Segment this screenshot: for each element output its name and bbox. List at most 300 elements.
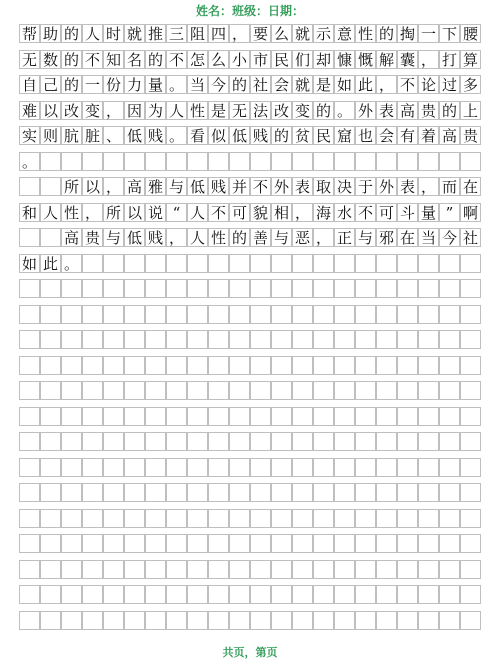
grid-cell — [208, 407, 229, 426]
grid-cell — [61, 432, 82, 451]
grid-cell: 所 — [61, 177, 82, 196]
grid-cell — [124, 407, 145, 426]
grid-cell — [355, 585, 376, 604]
grid-row — [19, 50, 481, 69]
grid-cell — [145, 356, 166, 375]
grid-cell: 与 — [103, 228, 124, 247]
grid-cell — [19, 228, 40, 247]
grid-cell: 就 — [292, 24, 313, 43]
grid-cell — [229, 152, 250, 171]
grid-cell: 表 — [292, 177, 313, 196]
grid-cell: 有 — [397, 126, 418, 145]
grid-cell — [355, 483, 376, 502]
grid-cell: 雅 — [145, 177, 166, 196]
grid-cell: 小 — [229, 50, 250, 69]
grid-cell — [124, 305, 145, 324]
grid-cell: 算 — [460, 50, 481, 69]
grid-cell — [292, 356, 313, 375]
grid-row — [19, 177, 481, 196]
grid-row — [19, 407, 481, 426]
grid-cell — [61, 534, 82, 553]
grid-cell: 的 — [229, 75, 250, 94]
grid-cell: 的 — [313, 101, 334, 120]
grid-cell — [103, 381, 124, 400]
grid-cell — [313, 381, 334, 400]
grid-cell — [187, 330, 208, 349]
grid-cell — [145, 330, 166, 349]
grid-cell — [166, 305, 187, 324]
grid-cell: ， — [103, 101, 124, 120]
grid-row — [19, 483, 481, 502]
grid-cell: 的 — [61, 50, 82, 69]
grid-cell — [334, 611, 355, 630]
grid-cell — [355, 432, 376, 451]
grid-cell — [397, 509, 418, 528]
grid-cell: 一 — [418, 24, 439, 43]
grid-cell — [334, 305, 355, 324]
grid-cell: ， — [313, 228, 334, 247]
grid-cell — [397, 585, 418, 604]
grid-cell — [187, 432, 208, 451]
grid-cell — [313, 458, 334, 477]
grid-cell — [376, 585, 397, 604]
grid-cell — [355, 330, 376, 349]
grid-cell — [187, 534, 208, 553]
grid-cell — [19, 534, 40, 553]
grid-cell — [61, 585, 82, 604]
grid-cell — [82, 356, 103, 375]
grid-cell: 在 — [460, 177, 481, 196]
grid-cell: 量 — [418, 203, 439, 222]
grid-cell — [439, 534, 460, 553]
grid-cell — [292, 458, 313, 477]
grid-cell: ， — [82, 203, 103, 222]
grid-cell — [208, 152, 229, 171]
grid-cell — [82, 560, 103, 579]
grid-cell: 斗 — [397, 203, 418, 222]
grid-cell — [250, 458, 271, 477]
grid-cell: 低 — [124, 126, 145, 145]
grid-cell: 善 — [250, 228, 271, 247]
grid-cell: 是 — [208, 101, 229, 120]
grid-cell: 取 — [313, 177, 334, 196]
grid-cell — [19, 560, 40, 579]
grid-cell — [292, 279, 313, 298]
grid-cell — [40, 381, 61, 400]
grid-cell: 的 — [229, 228, 250, 247]
grid-cell: 却 — [313, 50, 334, 69]
grid-cell — [229, 279, 250, 298]
grid-cell — [40, 458, 61, 477]
grid-cell — [439, 356, 460, 375]
grid-cell — [292, 407, 313, 426]
grid-cell — [271, 407, 292, 426]
grid-cell — [376, 458, 397, 477]
grid-cell: 囊 — [397, 50, 418, 69]
grid-cell — [124, 483, 145, 502]
grid-cell — [208, 330, 229, 349]
grid-cell: 么 — [208, 50, 229, 69]
grid-cell — [208, 509, 229, 528]
grid-cell: 和 — [19, 203, 40, 222]
grid-cell — [271, 483, 292, 502]
grid-cell: 高 — [439, 126, 460, 145]
grid-cell — [124, 254, 145, 273]
grid-cell — [418, 483, 439, 502]
grid-cell — [187, 356, 208, 375]
grid-cell — [250, 305, 271, 324]
grid-cell: 的 — [271, 126, 292, 145]
grid-cell — [397, 458, 418, 477]
grid-cell — [397, 534, 418, 553]
grid-cell — [292, 509, 313, 528]
grid-cell: 数 — [40, 50, 61, 69]
grid-cell — [460, 330, 481, 349]
grid-cell: 并 — [229, 177, 250, 196]
grid-cell: ， — [418, 177, 439, 196]
grid-cell: 要 — [250, 24, 271, 43]
grid-row — [19, 356, 481, 375]
grid-cell: 表 — [376, 101, 397, 120]
grid-cell — [82, 483, 103, 502]
grid-cell — [103, 305, 124, 324]
grid-cell — [145, 483, 166, 502]
grid-cell — [229, 611, 250, 630]
grid-cell — [460, 560, 481, 579]
grid-cell — [229, 330, 250, 349]
grid-cell — [439, 509, 460, 528]
grid-cell — [250, 509, 271, 528]
grid-cell — [271, 458, 292, 477]
grid-cell: 在 — [397, 228, 418, 247]
grid-cell — [292, 305, 313, 324]
grid-cell: 知 — [103, 50, 124, 69]
grid-cell — [103, 152, 124, 171]
grid-row — [19, 509, 481, 528]
grid-cell — [313, 279, 334, 298]
grid-cell — [397, 305, 418, 324]
grid-cell: 变 — [82, 101, 103, 120]
grid-cell — [334, 381, 355, 400]
grid-cell: 力 — [124, 75, 145, 94]
grid-cell: 。 — [334, 101, 355, 120]
grid-cell — [229, 407, 250, 426]
grid-cell: 改 — [271, 101, 292, 120]
grid-row — [19, 228, 481, 247]
grid-cell — [145, 560, 166, 579]
grid-cell — [124, 509, 145, 528]
grid-cell — [334, 152, 355, 171]
grid-cell — [61, 381, 82, 400]
grid-cell: 人 — [40, 203, 61, 222]
grid-cell: 今 — [208, 75, 229, 94]
grid-cell — [145, 534, 166, 553]
grid-cell — [124, 432, 145, 451]
grid-cell: 恶 — [292, 228, 313, 247]
grid-cell — [229, 483, 250, 502]
grid-cell: 民 — [271, 50, 292, 69]
grid-row — [19, 611, 481, 630]
grid-cell: 论 — [418, 75, 439, 94]
grid-cell — [439, 432, 460, 451]
grid-cell — [250, 381, 271, 400]
grid-cell — [418, 381, 439, 400]
grid-cell — [376, 381, 397, 400]
grid-cell: 低 — [187, 177, 208, 196]
grid-cell — [19, 483, 40, 502]
grid-cell — [313, 611, 334, 630]
grid-cell — [271, 432, 292, 451]
grid-cell — [250, 152, 271, 171]
grid-cell — [292, 611, 313, 630]
grid-cell: 当 — [418, 228, 439, 247]
grid-cell — [418, 152, 439, 171]
grid-cell: 打 — [439, 50, 460, 69]
grid-cell: 高 — [397, 101, 418, 120]
grid-cell: 贱 — [250, 126, 271, 145]
grid-cell — [271, 509, 292, 528]
grid-cell: 外 — [376, 177, 397, 196]
grid-cell — [397, 330, 418, 349]
grid-cell — [271, 611, 292, 630]
grid-cell: 。 — [19, 152, 40, 171]
grid-cell — [103, 560, 124, 579]
grid-cell — [439, 611, 460, 630]
grid-cell — [145, 407, 166, 426]
grid-cell: 、 — [103, 126, 124, 145]
grid-cell — [208, 279, 229, 298]
grid-cell — [103, 611, 124, 630]
grid-cell: 贱 — [145, 126, 166, 145]
grid-cell: 也 — [355, 126, 376, 145]
grid-cell — [418, 458, 439, 477]
grid-cell — [61, 305, 82, 324]
grid-row — [19, 560, 481, 579]
grid-cell: 以 — [40, 101, 61, 120]
grid-cell — [250, 407, 271, 426]
grid-cell — [187, 381, 208, 400]
grid-cell — [124, 534, 145, 553]
grid-cell — [355, 560, 376, 579]
grid-cell — [82, 279, 103, 298]
grid-cell: 不 — [250, 177, 271, 196]
grid-cell — [145, 279, 166, 298]
grid-cell: 正 — [334, 228, 355, 247]
grid-cell — [355, 611, 376, 630]
grid-cell — [376, 356, 397, 375]
grid-cell — [313, 356, 334, 375]
grid-cell: 看 — [187, 126, 208, 145]
grid-cell — [460, 534, 481, 553]
grid-cell: 于 — [355, 177, 376, 196]
grid-cell — [208, 534, 229, 553]
grid-cell — [40, 483, 61, 502]
grid-cell: 性 — [355, 24, 376, 43]
grid-cell — [418, 407, 439, 426]
grid-cell — [124, 381, 145, 400]
grid-cell — [166, 458, 187, 477]
grid-cell — [355, 305, 376, 324]
grid-cell — [271, 305, 292, 324]
grid-cell — [166, 483, 187, 502]
grid-cell — [313, 330, 334, 349]
grid-cell — [250, 254, 271, 273]
grid-cell: 上 — [460, 101, 481, 120]
grid-cell — [460, 458, 481, 477]
grid-cell — [376, 483, 397, 502]
grid-cell — [82, 305, 103, 324]
grid-cell — [166, 152, 187, 171]
grid-cell — [460, 305, 481, 324]
grid-cell: 腰 — [460, 24, 481, 43]
grid-cell: 低 — [229, 126, 250, 145]
grid-cell — [292, 152, 313, 171]
grid-cell: 的 — [439, 101, 460, 120]
grid-cell — [418, 432, 439, 451]
grid-cell — [439, 585, 460, 604]
grid-cell: 示 — [313, 24, 334, 43]
grid-cell — [313, 560, 334, 579]
grid-cell — [40, 509, 61, 528]
grid-cell — [355, 356, 376, 375]
grid-cell: 此 — [355, 75, 376, 94]
grid-cell — [40, 560, 61, 579]
grid-cell — [460, 432, 481, 451]
grid-cell — [82, 534, 103, 553]
grid-cell — [145, 458, 166, 477]
grid-cell — [166, 509, 187, 528]
grid-cell — [19, 585, 40, 604]
grid-cell — [19, 611, 40, 630]
grid-cell — [334, 509, 355, 528]
grid-cell — [250, 560, 271, 579]
grid-cell: 贵 — [418, 101, 439, 120]
grid-cell — [397, 560, 418, 579]
grid-cell — [40, 305, 61, 324]
grid-cell: 以 — [82, 177, 103, 196]
grid-cell: 实 — [19, 126, 40, 145]
grid-cell — [19, 509, 40, 528]
grid-cell: 不 — [208, 203, 229, 222]
grid-cell — [103, 407, 124, 426]
grid-row — [19, 126, 481, 145]
grid-cell: 说 — [145, 203, 166, 222]
grid-cell — [166, 585, 187, 604]
grid-cell: 解 — [376, 50, 397, 69]
grid-cell — [40, 152, 61, 171]
grid-cell — [418, 356, 439, 375]
grid-cell — [397, 407, 418, 426]
grid-cell — [145, 152, 166, 171]
grid-cell — [292, 432, 313, 451]
grid-cell: 的 — [376, 24, 397, 43]
grid-cell — [145, 254, 166, 273]
grid-cell — [40, 534, 61, 553]
grid-row — [19, 330, 481, 349]
grid-cell: 相 — [271, 203, 292, 222]
grid-cell — [355, 254, 376, 273]
grid-cell: 就 — [292, 75, 313, 94]
grid-cell: 与 — [355, 228, 376, 247]
grid-cell — [292, 483, 313, 502]
grid-cell — [292, 560, 313, 579]
grid-cell — [439, 381, 460, 400]
grid-cell — [145, 432, 166, 451]
grid-cell — [61, 611, 82, 630]
grid-cell: 以 — [124, 203, 145, 222]
grid-cell: 可 — [229, 203, 250, 222]
grid-cell — [61, 152, 82, 171]
grid-cell — [460, 279, 481, 298]
grid-cell — [19, 177, 40, 196]
grid-cell: 社 — [460, 228, 481, 247]
grid-cell — [145, 611, 166, 630]
grid-cell — [397, 356, 418, 375]
grid-cell: “ — [166, 203, 187, 222]
grid-cell — [103, 585, 124, 604]
grid-cell: 多 — [460, 75, 481, 94]
grid-cell: 人 — [82, 24, 103, 43]
grid-cell — [166, 611, 187, 630]
grid-cell — [313, 407, 334, 426]
grid-row — [19, 203, 481, 222]
grid-cell — [166, 279, 187, 298]
grid-cell — [397, 432, 418, 451]
grid-cell — [313, 534, 334, 553]
grid-cell: 就 — [124, 24, 145, 43]
grid-cell — [103, 534, 124, 553]
grid-cell — [61, 483, 82, 502]
grid-cell: 己 — [40, 75, 61, 94]
grid-cell — [334, 483, 355, 502]
header-title: 姓名：班级：日期： — [195, 4, 304, 18]
grid-cell: 法 — [250, 101, 271, 120]
grid-row — [19, 458, 481, 477]
grid-cell: 可 — [376, 203, 397, 222]
grid-cell — [103, 279, 124, 298]
grid-cell — [61, 458, 82, 477]
grid-cell: 的 — [61, 75, 82, 94]
grid-cell — [355, 152, 376, 171]
grid-cell — [355, 279, 376, 298]
grid-cell: 无 — [19, 50, 40, 69]
grid-cell — [103, 254, 124, 273]
grid-cell: 低 — [124, 228, 145, 247]
grid-cell — [439, 152, 460, 171]
grid-cell: ” — [439, 203, 460, 222]
grid-cell — [271, 560, 292, 579]
grid-cell: 高 — [124, 177, 145, 196]
grid-cell — [460, 483, 481, 502]
grid-cell — [271, 585, 292, 604]
grid-cell — [208, 611, 229, 630]
grid-cell — [19, 458, 40, 477]
grid-cell — [124, 152, 145, 171]
grid-cell — [418, 534, 439, 553]
grid-cell — [460, 152, 481, 171]
grid-cell — [82, 330, 103, 349]
grid-cell — [19, 432, 40, 451]
grid-cell — [439, 254, 460, 273]
grid-cell — [40, 356, 61, 375]
grid-cell: 无 — [229, 101, 250, 120]
grid-cell — [103, 356, 124, 375]
grid-cell: 名 — [124, 50, 145, 69]
grid-cell: 。 — [61, 254, 82, 273]
grid-cell — [61, 279, 82, 298]
grid-cell — [103, 483, 124, 502]
grid-cell — [229, 356, 250, 375]
